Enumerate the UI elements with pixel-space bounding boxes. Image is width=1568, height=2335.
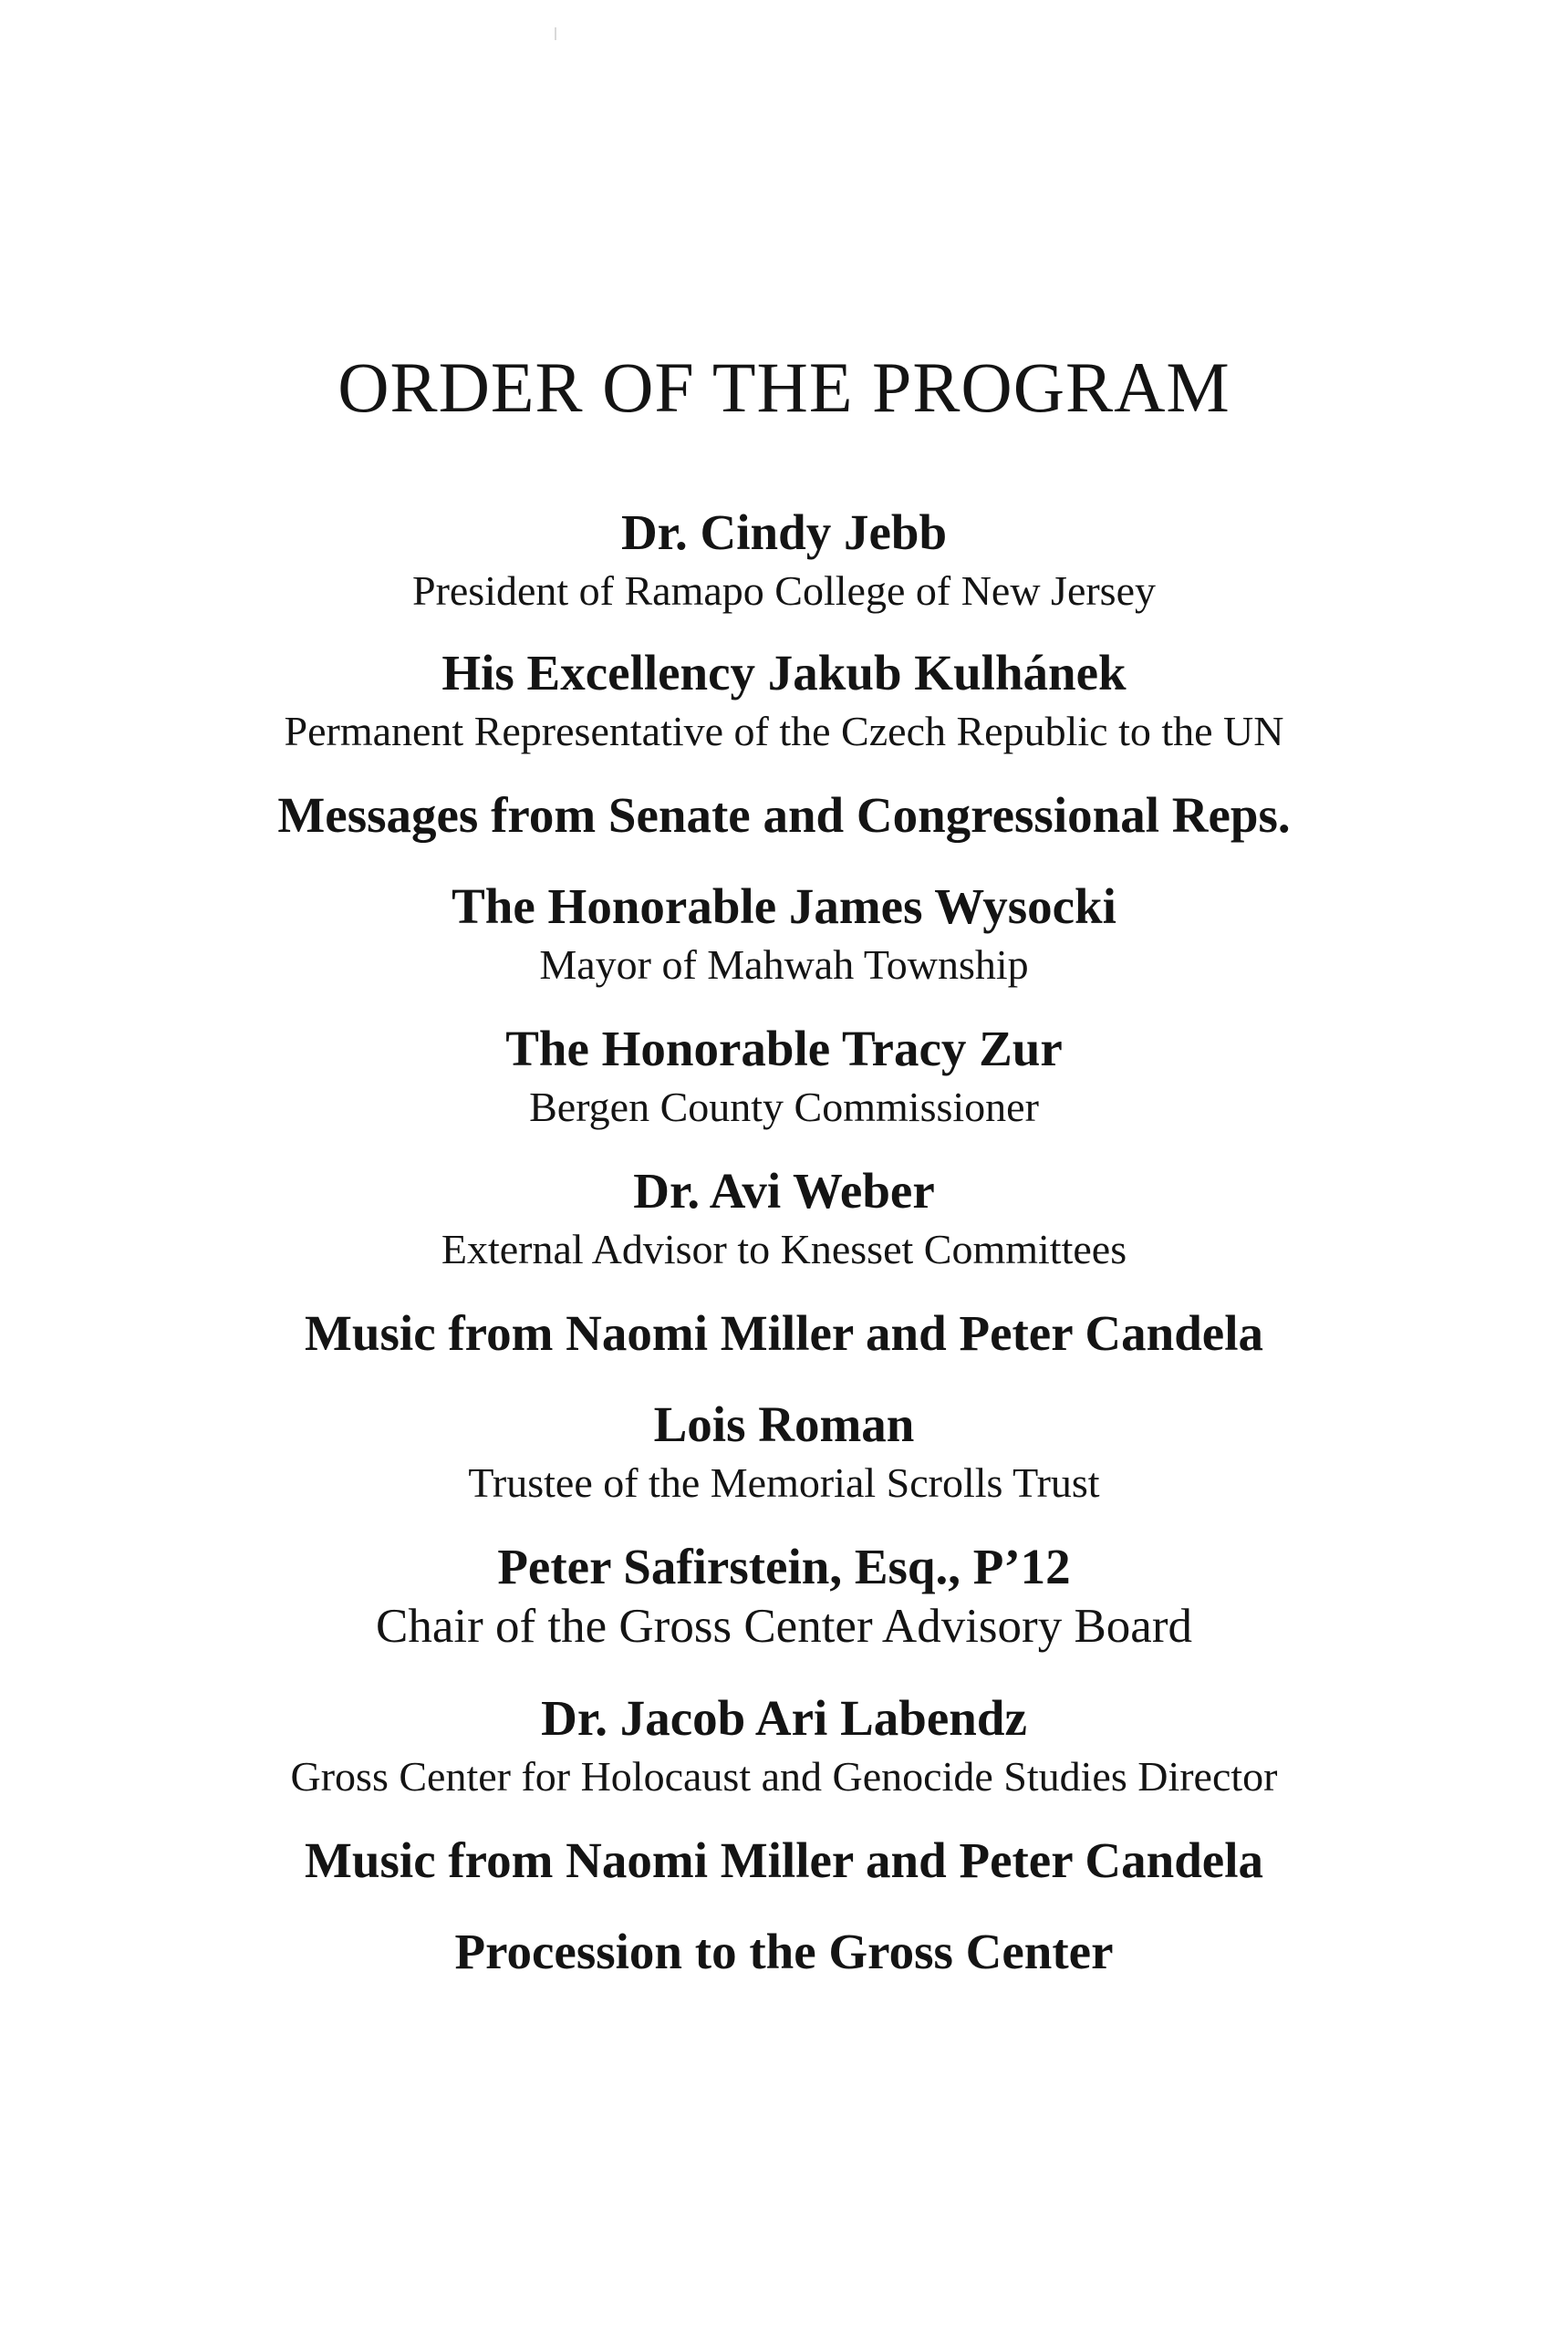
- program-item-name: Peter Safirstein, Esq., P’12: [497, 1539, 1071, 1594]
- program-item-name: Messages from Senate and Congressional Reps.: [277, 787, 1291, 843]
- program-item-name: Dr. Cindy Jebb: [620, 504, 948, 560]
- program-item-name: His Excellency Jakub Kulhánek: [441, 645, 1127, 700]
- program-item: [0, 1541, 1568, 1651]
- program-item: [0, 1690, 1568, 1800]
- program-item-role: Gross Center for Holocaust and Genocide Studies Director: [290, 1753, 1278, 1800]
- program-item-role: Bergen County Commissioner: [529, 1084, 1039, 1130]
- program-item-name: Music from Naomi Miller and Peter Candela: [305, 1305, 1263, 1361]
- program-item: [0, 1396, 1568, 1506]
- program-item: [0, 1926, 1568, 1977]
- program-item-role: Permanent Representative of the Czech Republic to the UN: [284, 708, 1284, 754]
- program-item-role: Trustee of the Memorial Scrolls Trust: [468, 1459, 1100, 1506]
- program-item-name: The Honorable James Wysocki: [452, 878, 1116, 934]
- program-item: [0, 1023, 1568, 1128]
- program-item-role: President of Ramapo College of New Jersey: [411, 567, 1157, 614]
- program-item: [0, 787, 1568, 843]
- page-title: ORDER OF THE PROGRAM: [337, 348, 1231, 427]
- program-item-role: Mayor of Mahwah Township: [539, 941, 1029, 988]
- program-item-name: Lois Roman: [653, 1396, 915, 1452]
- program-item: [0, 645, 1568, 754]
- program-item-name: Dr. Avi Weber: [633, 1163, 935, 1219]
- program-item: [0, 1305, 1568, 1361]
- program-item-role: External Advisor to Knesset Committees: [441, 1226, 1127, 1272]
- program-item-name: Dr. Jacob Ari Labendz: [541, 1690, 1027, 1746]
- program-item: [0, 504, 1568, 614]
- program-item-role: Chair of the Gross Center Advisory Board: [376, 1600, 1192, 1653]
- program-item: [0, 1832, 1568, 1888]
- program-item-name: Music from Naomi Miller and Peter Candela: [305, 1832, 1263, 1888]
- program-item-name: The Honorable Tracy Zur: [505, 1021, 1063, 1076]
- program-item: [0, 878, 1568, 988]
- scan-artifact: [555, 27, 556, 40]
- program-item: [0, 1163, 1568, 1272]
- program-item-name: Procession to the Gross Center: [454, 1924, 1114, 1979]
